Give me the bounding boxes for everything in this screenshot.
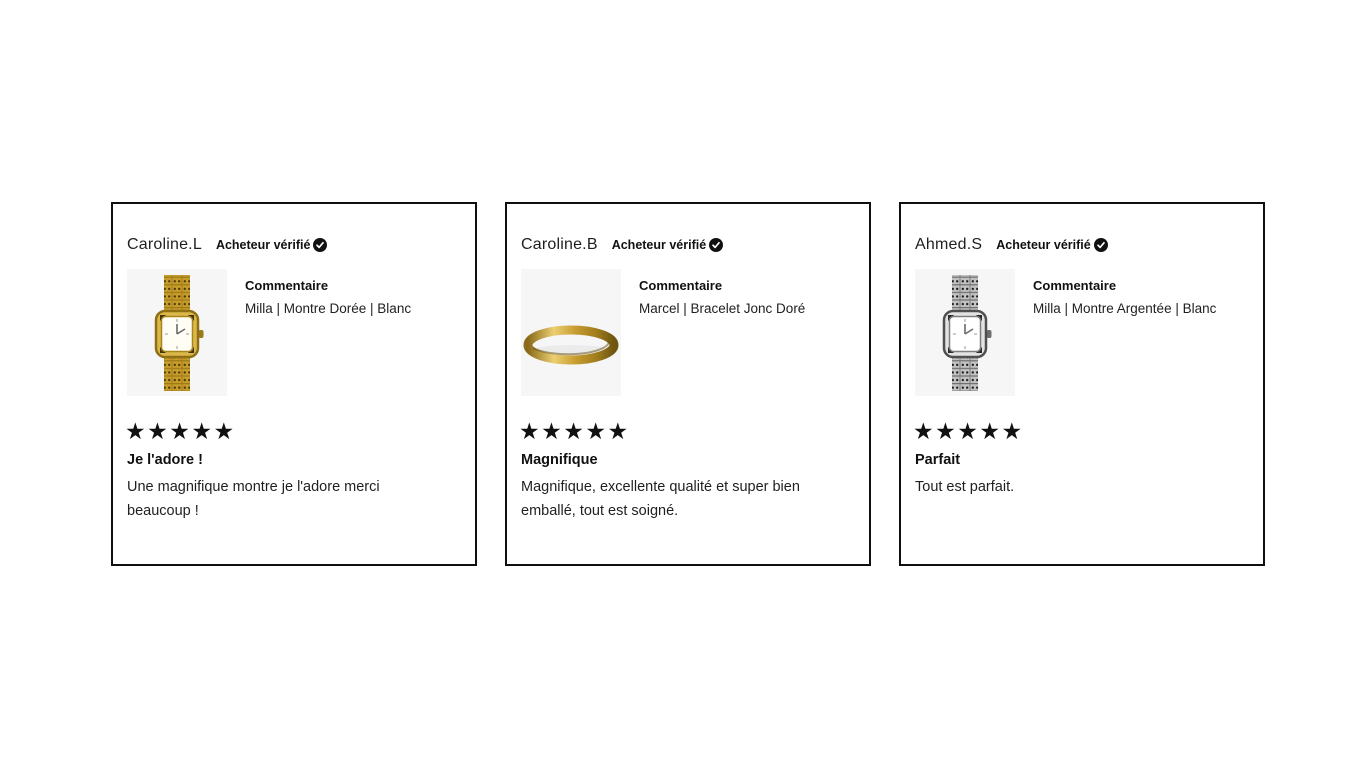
silver-watch-image — [915, 269, 1015, 396]
star-rating: ★★★★★ — [519, 418, 630, 444]
check-circle-icon — [1094, 238, 1108, 252]
verified-buyer-badge — [996, 238, 1107, 252]
review-card — [899, 202, 1265, 566]
product-row — [127, 269, 457, 396]
review-body: Tout est parfait. — [915, 479, 1015, 495]
product-name: Marcel | Bracelet Jonc Doré — [639, 301, 806, 316]
comment-label: Commentaire — [1033, 278, 1117, 293]
review-card-header — [521, 234, 851, 256]
verified-buyer-label: Acheteur vérifié — [611, 238, 707, 252]
reviewer-name: Caroline.B — [521, 236, 598, 253]
product-row — [521, 269, 851, 396]
review-title: Magnifique — [521, 452, 598, 468]
check-circle-icon — [313, 238, 327, 252]
comment-label: Commentaire — [245, 278, 329, 293]
review-body: Magnifique, excellente qualité et super bien emballé, tout est soigné. — [521, 479, 800, 519]
product-row — [915, 269, 1245, 396]
check-circle-icon — [709, 238, 723, 252]
reviews-row — [111, 202, 1265, 566]
review-card — [505, 202, 871, 566]
review-card-header — [127, 234, 457, 256]
verified-buyer-label: Acheteur vérifié — [215, 238, 311, 252]
verified-buyer-badge — [612, 238, 723, 252]
star-rating: ★★★★★ — [913, 418, 1024, 444]
comment-block — [639, 269, 805, 396]
review-body: Une magnifique montre je l'adore merci beaucoup ! — [127, 479, 380, 519]
star-rating: ★★★★★ — [125, 418, 236, 444]
comment-label: Commentaire — [639, 278, 723, 293]
verified-buyer-badge — [216, 238, 327, 252]
gold-bangle-image — [521, 269, 621, 396]
review-card — [111, 202, 477, 566]
product-name: Milla | Montre Dorée | Blanc — [245, 301, 412, 316]
verified-buyer-label: Acheteur vérifié — [996, 238, 1091, 252]
comment-block — [1033, 269, 1216, 396]
review-title: Parfait — [915, 452, 961, 468]
comment-block — [245, 269, 411, 396]
review-title: Je l'adore ! — [127, 452, 203, 468]
reviewer-name: Caroline.L — [127, 236, 202, 253]
reviewer-name: Ahmed.S — [915, 236, 983, 253]
review-card-header — [915, 234, 1245, 256]
product-name: Milla | Montre Argentée | Blanc — [1033, 301, 1217, 316]
gold-watch-image — [127, 269, 227, 396]
